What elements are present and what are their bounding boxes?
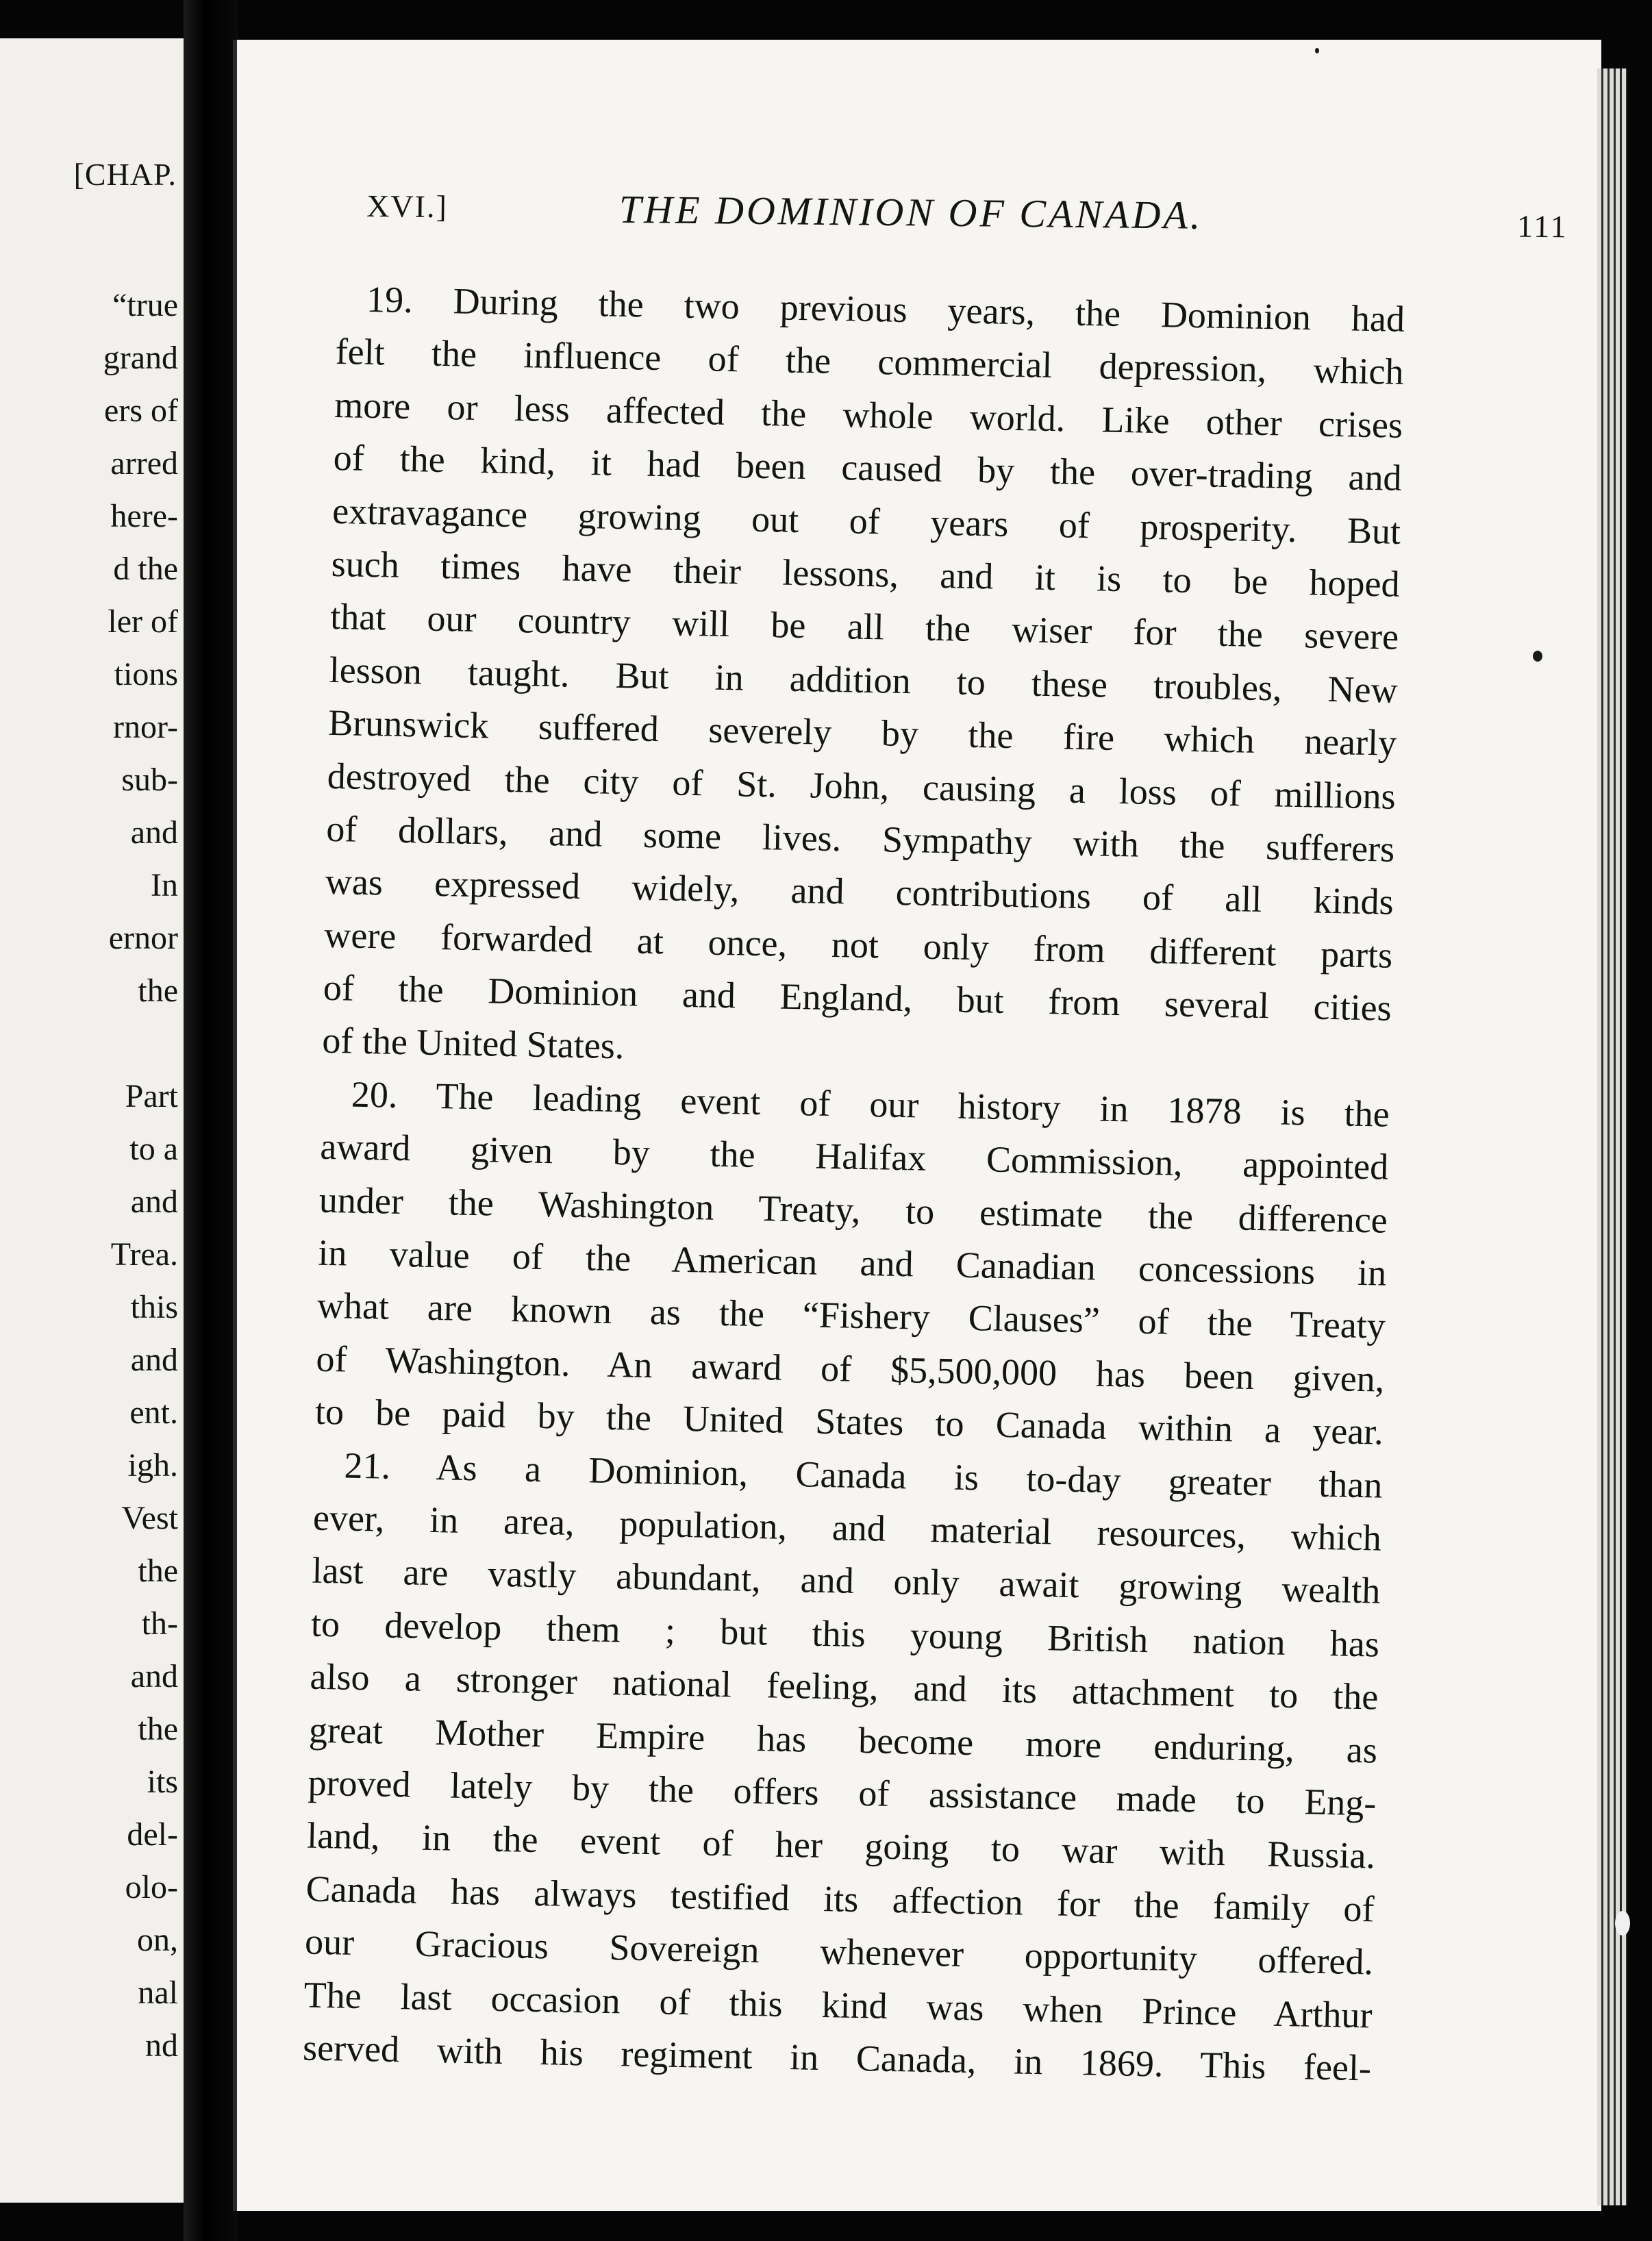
facing-page-line: and (130, 1342, 178, 1378)
text-line: also a stronger national feeling, and its attachment to the (310, 1655, 1379, 1718)
text-line: were forwarded at once, not only from different parts (323, 914, 1393, 976)
facing-page-line: nd (145, 2027, 178, 2064)
text-line: 19. During the two previous years, the Dominion had (366, 278, 1405, 340)
facing-page-line: ler of (108, 603, 178, 640)
facing-page-line: tions (114, 656, 178, 692)
text-line: lesson taught. But in addition to these troubles, New (329, 649, 1399, 711)
facing-page-line: olo- (125, 1869, 178, 1905)
text-line: of Washington. An award of $5,500,000 has been given, (315, 1338, 1385, 1400)
facing-page-line: th- (141, 1605, 178, 1642)
facing-page-line: Trea. (110, 1236, 178, 1273)
facing-page-line: arred (110, 445, 178, 481)
page-number: 111 (1516, 208, 1568, 245)
text-line: land, in the event of her going to war with Russia. (306, 1814, 1376, 1877)
text-line: was expressed widely, and contributions of all kinds (325, 861, 1394, 923)
text-line: to develop them ; but this young British nation has (310, 1603, 1380, 1665)
facing-page-line: this (130, 1289, 178, 1325)
facing-page-line: the (138, 1711, 178, 1747)
paragraph-19 (322, 273, 1652, 1093)
text-line: that our country will be all the wiser for the severe (329, 596, 1399, 658)
text-line: felt the influence of the commercial depression, which (335, 331, 1405, 393)
facing-page-line: grand (103, 340, 178, 376)
text-line: award given by the Halifax Commission, appointed (319, 1126, 1389, 1188)
facing-page-line: its (147, 1764, 178, 1800)
text-line: what are known as the “Fishery Clauses” of the Treaty (316, 1285, 1386, 1347)
chapter-marker: XVI.] (366, 188, 449, 225)
page-edges (1597, 68, 1627, 2205)
facing-page-line: Vest (121, 1500, 178, 1536)
running-title: THE DOMINION OF CANADA. (618, 186, 1203, 238)
scan-speck (1533, 651, 1542, 662)
facing-page-line: ent. (129, 1394, 178, 1431)
book-gutter (184, 0, 238, 2241)
text-line: last are vastly abundant, and only await growing wealth (312, 1550, 1381, 1612)
book-page (233, 40, 1601, 2211)
running-header (366, 156, 1652, 245)
text-line: extravagance growing out of years of prosperity. But (331, 490, 1401, 552)
text-line: Canada has always testified its affection for the family of (305, 1868, 1375, 1930)
text-line: of the Dominion and England, but from several cities (323, 966, 1392, 1029)
paragraph-21 (302, 1438, 1629, 2099)
text-line: of dollars, and some lives. Sympathy with the sufferers (325, 807, 1395, 870)
text-line: our Gracious Sovereign whenever opportunity offered. (304, 1920, 1374, 1983)
facing-page-line: Part (125, 1078, 178, 1114)
text-line: under the Washington Treaty, to estimate the difference (318, 1179, 1388, 1241)
text-line: ever, in area, population, and material resources, which (312, 1497, 1382, 1559)
text-line: destroyed the city of St. John, causing a loss of millions (327, 755, 1397, 817)
text-line: 21. As a Dominion, Canada is to-day greater than (344, 1444, 1383, 1506)
facing-page-line: and (130, 1184, 178, 1220)
text-line: served with his regiment in Canada, in 1869. This feel- (302, 2027, 1372, 2089)
text-line: of the kind, it had been caused by the over-trading and (333, 437, 1403, 499)
text-line: of the United States. (321, 1020, 625, 1067)
facing-page-header: [CHAP. (73, 157, 177, 192)
text-line: in value of the American and Canadian concessions in (317, 1231, 1387, 1294)
facing-page-line: ers of (104, 392, 178, 429)
facing-page-line: ernor (108, 920, 178, 956)
scan-speck (1615, 1911, 1630, 1936)
facing-page-line: In (151, 867, 178, 903)
facing-page-line: del- (127, 1816, 178, 1853)
facing-page-line: the (138, 973, 178, 1009)
paragraph-20 (314, 1068, 1636, 1464)
text-line: great Mother Empire has become more enduring, as (308, 1709, 1378, 1771)
text-line: more or less affected the whole world. Like other crises (334, 384, 1403, 446)
text-line: The last occasion of this kind was when Prince Arthur (303, 1974, 1373, 2036)
facing-page-line: igh. (127, 1447, 178, 1483)
facing-page-line: and (130, 814, 178, 851)
body-text (302, 273, 1651, 2100)
facing-page-line: nal (138, 1975, 178, 2011)
facing-page-line: on, (137, 1922, 178, 1958)
facing-page-line: here- (110, 498, 178, 534)
facing-page-line: rnor- (113, 709, 178, 745)
facing-page-line: and (130, 1658, 178, 1694)
text-line: proved lately by the offers of assistance made to Eng- (308, 1762, 1377, 1824)
facing-page-line: “true (112, 287, 178, 323)
text-line: to be paid by the United States to Canada within a year. (314, 1390, 1384, 1453)
facing-page-line: the (138, 1553, 178, 1589)
facing-page-line: d the (113, 551, 178, 587)
facing-page-fragment (0, 38, 184, 2203)
facing-page-line: to a (129, 1131, 178, 1167)
scan-speck (1315, 48, 1319, 53)
text-line: such times have their lessons, and it is to be hoped (331, 542, 1401, 605)
text-line: 20. The leading event of our history in 1878 is the (351, 1073, 1390, 1135)
facing-page-line: sub- (121, 762, 178, 798)
text-line: Brunswick suffered severely by the fire which nearly (327, 702, 1397, 764)
